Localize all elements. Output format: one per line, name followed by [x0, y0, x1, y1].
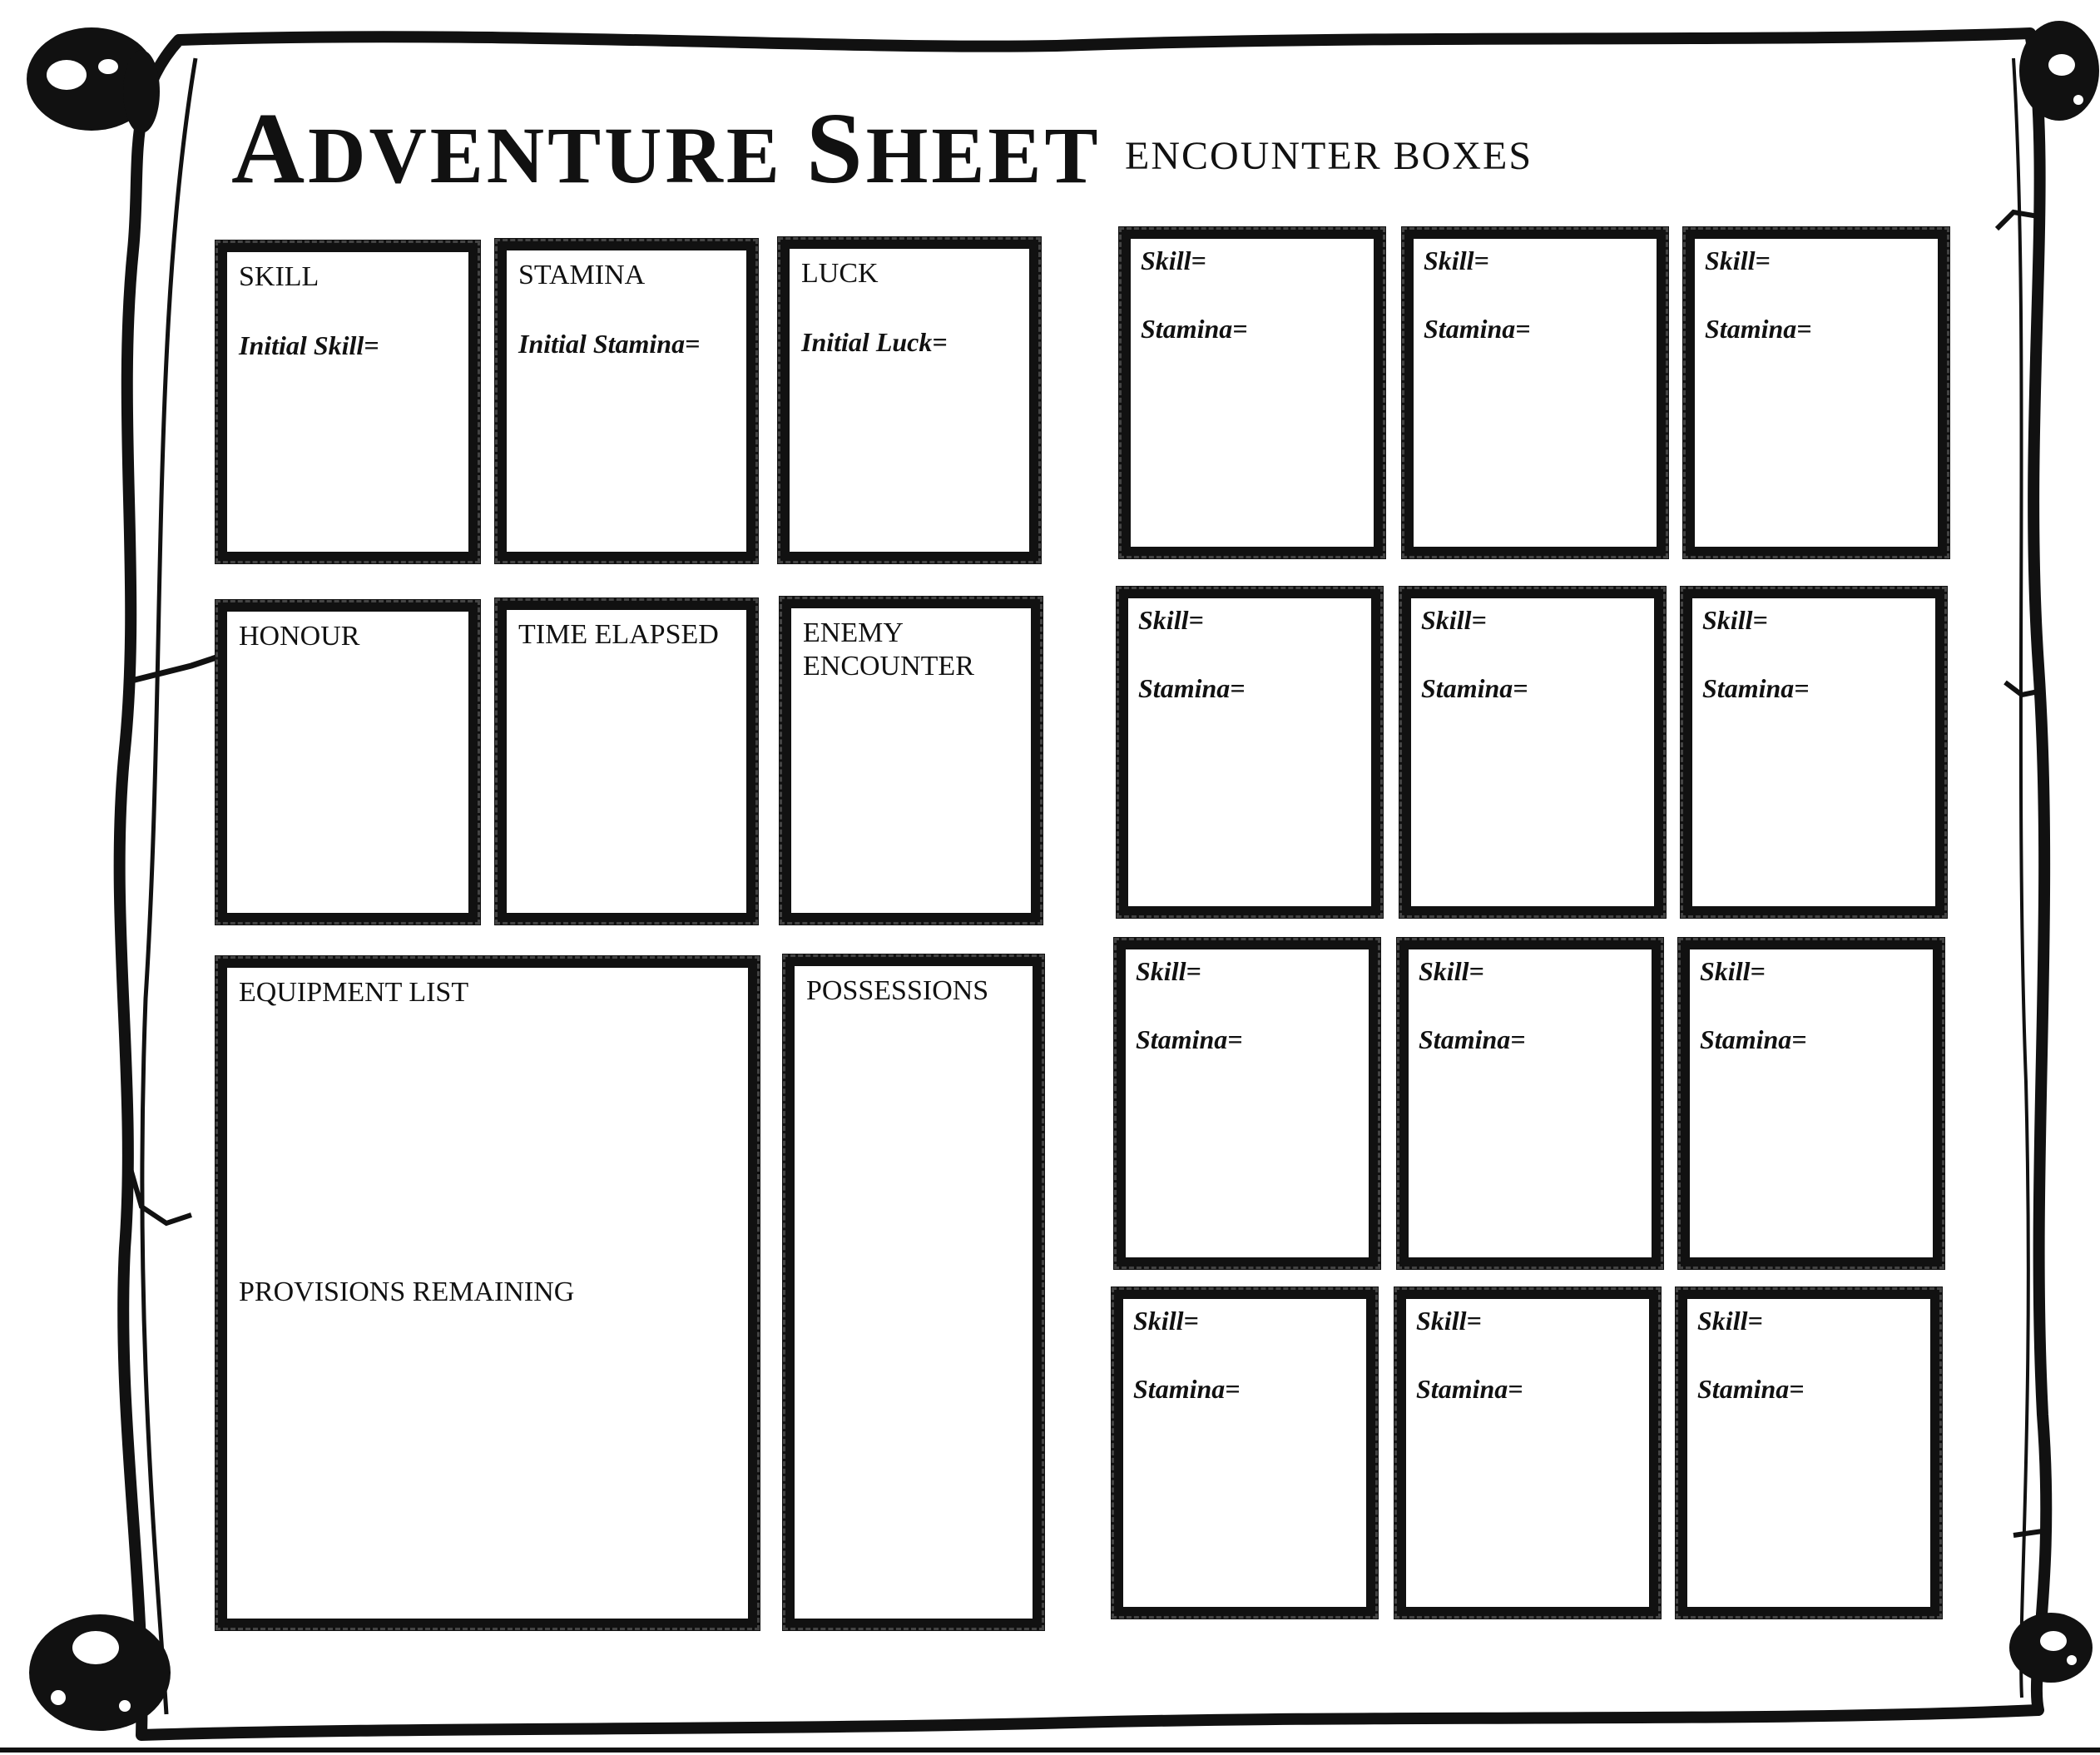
encounter-skill-label: Skill=: [1141, 245, 1206, 275]
encounter-skill-label: Skill=: [1416, 1306, 1482, 1336]
encounter-stamina-label: Stamina=: [1700, 1024, 1807, 1054]
skill-box[interactable]: [215, 240, 481, 564]
encounter-box-5[interactable]: [1399, 586, 1667, 919]
encounter-box-12[interactable]: [1675, 1287, 1943, 1619]
stamina-box[interactable]: [494, 238, 759, 564]
title-rest-2: HEET: [865, 111, 1102, 200]
honour-box[interactable]: [215, 599, 481, 925]
encounter-box-6[interactable]: [1680, 586, 1948, 919]
encounter-box-8[interactable]: [1396, 937, 1664, 1270]
encounter-box-1[interactable]: [1118, 226, 1386, 559]
equipment-list-label: EQUIPMENT LIST: [239, 977, 469, 1008]
encounter-box-4[interactable]: [1116, 586, 1384, 919]
initial-stamina-label: Initial Stamina=: [518, 329, 701, 359]
encounter-stamina-label: Stamina=: [1141, 314, 1248, 344]
encounter-label: ENCOUNTER: [803, 651, 974, 682]
time-elapsed-label: TIME ELAPSED: [518, 619, 719, 650]
encounter-skill-label: Skill=: [1421, 605, 1487, 635]
encounter-stamina-label: Stamina=: [1697, 1374, 1805, 1404]
encounter-stamina-label: Stamina=: [1416, 1374, 1523, 1404]
enemy-label: ENEMY: [803, 617, 904, 648]
scroll-curl-bottom-right: [2009, 1613, 2093, 1683]
bottom-rule: [0, 1748, 2100, 1753]
encounter-skill-label: Skill=: [1419, 956, 1484, 986]
initial-luck-label: Initial Luck=: [801, 327, 948, 357]
possessions-label: POSSESSIONS: [806, 975, 989, 1006]
title-cap-2: S: [805, 92, 866, 205]
enemy-encounter-box[interactable]: [779, 596, 1043, 925]
encounter-skill-label: Skill=: [1133, 1306, 1199, 1336]
encounter-skill-label: Skill=: [1700, 956, 1766, 986]
honour-label: HONOUR: [239, 621, 360, 652]
encounter-box-7[interactable]: [1113, 937, 1381, 1270]
possessions-box[interactable]: [782, 954, 1045, 1631]
luck-label: LUCK: [801, 258, 879, 289]
encounter-stamina-label: Stamina=: [1133, 1374, 1241, 1404]
encounter-skill-label: Skill=: [1702, 605, 1768, 635]
encounter-stamina-label: Stamina=: [1138, 673, 1246, 703]
encounter-box-11[interactable]: [1394, 1287, 1662, 1619]
encounter-boxes-heading: ENCOUNTER BOXES: [1125, 134, 1533, 178]
skill-label: SKILL: [239, 261, 319, 292]
stamina-label: STAMINA: [518, 260, 646, 290]
encounter-skill-label: Skill=: [1424, 245, 1489, 275]
page-title: [231, 92, 1102, 205]
encounter-stamina-label: Stamina=: [1705, 314, 1812, 344]
encounter-box-10[interactable]: [1111, 1287, 1379, 1619]
encounter-box-3[interactable]: [1682, 226, 1950, 559]
scroll-curl-bottom-left: [29, 1614, 171, 1731]
initial-skill-label: Initial Skill=: [239, 330, 379, 360]
encounter-skill-label: Skill=: [1138, 605, 1204, 635]
encounter-skill-label: Skill=: [1136, 956, 1201, 986]
scroll-curl-top-right: [2019, 21, 2099, 121]
encounter-stamina-label: Stamina=: [1702, 673, 1810, 703]
encounter-stamina-label: Stamina=: [1421, 673, 1528, 703]
encounter-stamina-label: Stamina=: [1136, 1024, 1243, 1054]
provisions-remaining-label: PROVISIONS REMAINING: [239, 1277, 575, 1307]
scroll-curl-top-left: [27, 27, 160, 133]
encounter-stamina-label: Stamina=: [1424, 314, 1531, 344]
encounter-skill-label: Skill=: [1697, 1306, 1763, 1336]
encounter-box-9[interactable]: [1677, 937, 1945, 1270]
encounter-stamina-label: Stamina=: [1419, 1024, 1526, 1054]
time-elapsed-box[interactable]: [494, 597, 759, 925]
encounter-skill-label: Skill=: [1705, 245, 1771, 275]
luck-box[interactable]: [777, 236, 1042, 564]
title-cap-1: A: [231, 92, 309, 205]
encounter-box-2[interactable]: [1401, 226, 1669, 559]
title-rest-1: DVENTURE: [308, 111, 806, 200]
equipment-list-box[interactable]: [215, 955, 760, 1631]
